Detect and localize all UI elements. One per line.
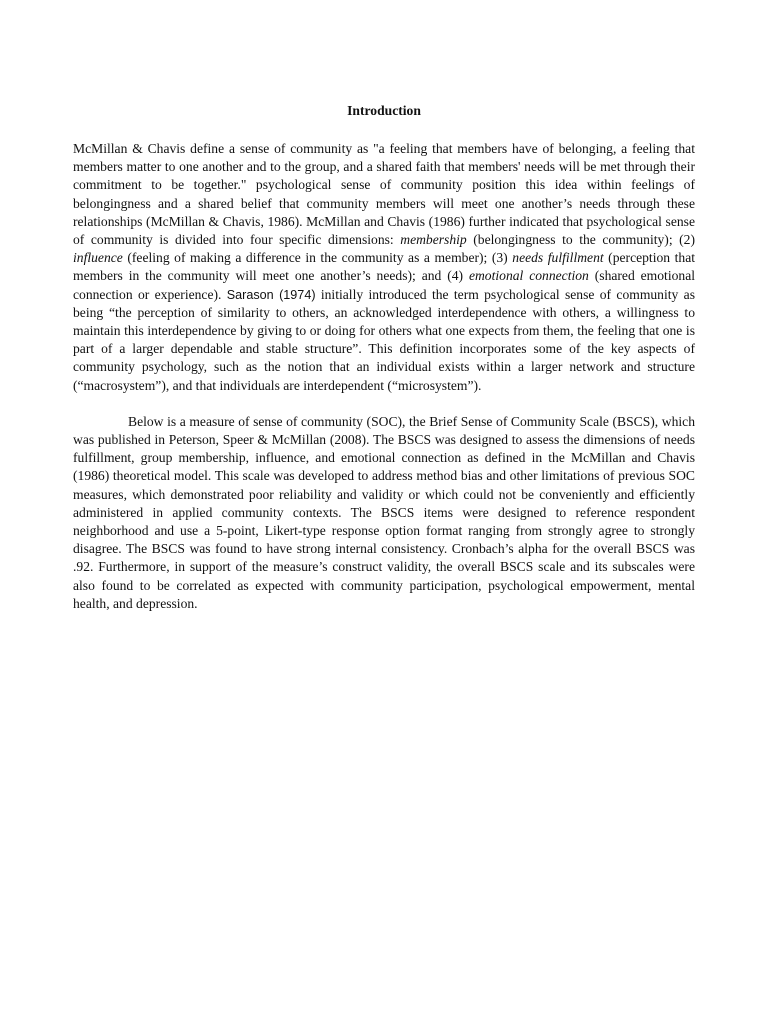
text-run: initially introduced the term psychological sense of community as being “the perception of similarity to others, an acknowledged interdependence with others, a willingness to maintain this interdependence by giving to or doing for others what one expects from them, the feeling that one is part of a larger dependable and stable structure”. This definition incorporates some of the key aspects of community psychology, such as the notion that an individual exists within a larger network and structure (“macrosystem”), and that individuals are interdependent (“microsystem”). (73, 286, 695, 393)
text-run: McMillan & Chavis define a sense of community as "a feeling that members have of belonging, a feeling that members matter to one another and to the group, and a shared faith that members' needs will be met through their commitment to be together." psychological sense of community position this idea within feelings of belongingness and a shared belief that community members will meet one another’s needs through these relationships (McMillan & Chavis, 1986). McMillan and Chavis (1986) further indicated that psychological sense of community is divided into four specific dimensions: (73, 141, 695, 248)
section-title: Introduction (347, 103, 421, 118)
term-emotional-connection: emotional connection (468, 268, 589, 284)
term-influence: influence (73, 250, 123, 266)
term-membership: membership (400, 232, 467, 248)
text-run: (feeling of making a difference in the community as a member); (3) (122, 250, 513, 266)
document-page (73, 100, 695, 613)
paragraph-bscs: Below is a measure of sense of community (SOC), the Brief Sense of Community Scale (BSCS), which was published in Peterson, Speer & McMillan (2008). The BSCS was designed to assess the dimensions of needs fulfillment, group membership, influence, and emotional connection as defined in the McMillan and Chavis (1986) theoretical model. This scale was developed to address method bias and other limitations of previous SOC measures, which demonstrated poor reliability and validity or which could not be conveniently and efficiently administered in applied community contexts. The BSCS items were designed to reference respondent neighborhood and use a 5-point, Likert-type response option format ranging from strongly agree to strongly disagree. The BSCS was found to have strong internal consistency. Cronbach’s alpha for the overall BSCS was .92. Furthermore, in support of the measure’s construct validity, the overall BSCS scale and its subscales were also found to be correlated as expected with community participation, psychological empowerment, mental health, and depression. (73, 413, 695, 611)
paragraph-definition (73, 140, 695, 395)
term-needs-fulfillment: needs fulfillment (512, 250, 604, 266)
text-run: (perception that members in the community will meet one another’s needs); and (4) (73, 250, 696, 284)
text-run: (belongingness to the community); (2) (466, 232, 696, 248)
citation-sarason: Sarason (1974) (226, 287, 316, 302)
text-run: (shared emotional connection or experience). (73, 268, 696, 302)
